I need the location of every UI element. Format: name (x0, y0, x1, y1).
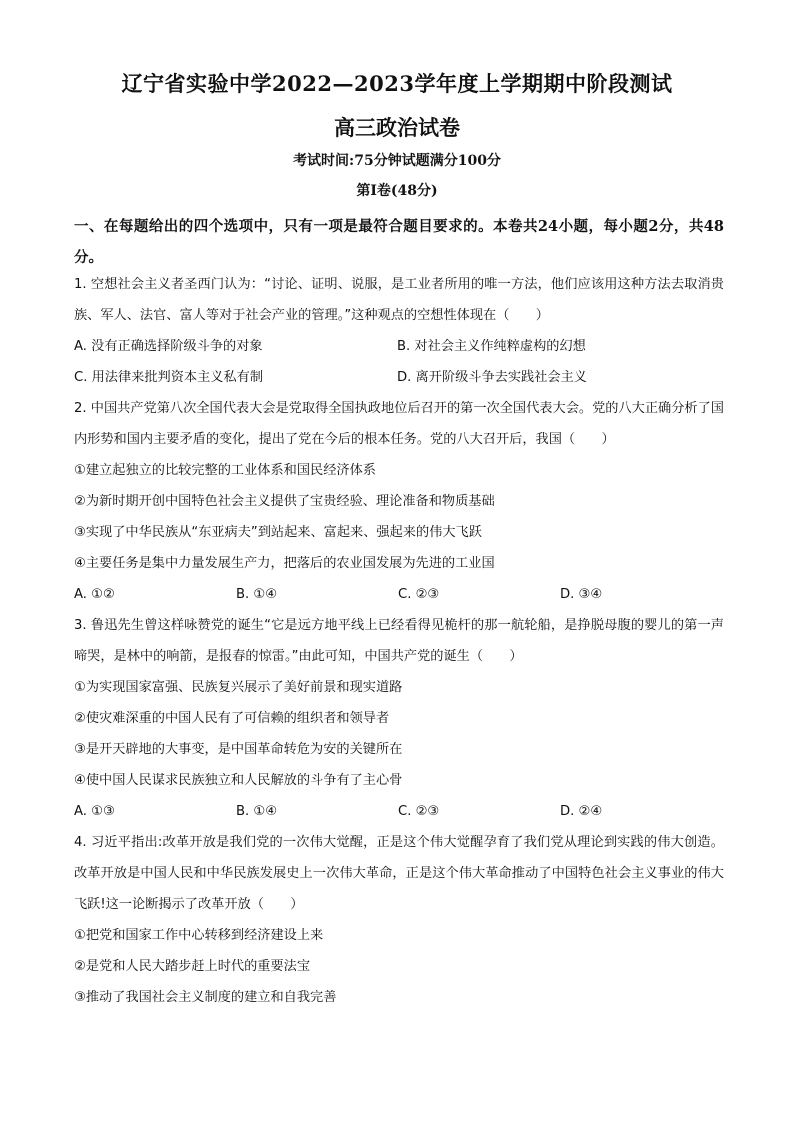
choice-d: D. ③④ (560, 587, 603, 602)
choice-row (74, 579, 724, 610)
statement-item: ①为实现国家富强、民族复兴展示了美好前景和现实道路 (74, 680, 403, 695)
choice-d: D. ②④ (560, 804, 603, 819)
statement-item: ②为新时期开创中国特色社会主义提供了宝贵经验、理论准备和物质基础 (74, 494, 495, 509)
statement-item: ③实现了中华民族从“东亚病夫”到站起来、富起来、强起来的伟大飞跃 (74, 525, 482, 540)
choice-a: A. ①② (74, 587, 115, 602)
question-stem: 1. 空想社会主义者圣西门认为：“讨论、证明、说服，是工业者所用的唯一方法，他们应该用这种方法去取消贵族、军人、法官、富人等对于社会产业的管理。”这种观点的空想性体现在（ ） (74, 277, 724, 323)
statement-item: ④使中国人民谋求民族独立和人民解放的斗争有了主心骨 (74, 773, 403, 788)
choice-row (74, 362, 724, 393)
question-3 (74, 610, 724, 827)
choice-row (74, 331, 724, 362)
question-2 (74, 393, 724, 610)
exam-subtitle: 高三政治试卷 (334, 115, 460, 140)
choice-row (74, 796, 724, 827)
choice-a: A. ①③ (74, 804, 115, 819)
choice-d: D. 离开阶级斗争去实践社会主义 (397, 370, 587, 385)
question-4 (74, 827, 724, 1013)
part-title: 第Ⅰ卷(48分) (356, 183, 438, 199)
question-stem: 3. 鲁迅先生曾这样咏赞党的诞生“它是远方地平线上已经看得见桅杆的那一航轮船，是挣脱母腹的婴儿的第一声啼哭，是林中的响箭，是报春的惊雷。”由此可知，中国共产党的诞生（ ） (74, 618, 724, 664)
question-stem: 2. 中国共产党第八次全国代表大会是党取得全国执政地位后召开的第一次全国代表大会。党的八大正确分析了国内形势和国内主要矛盾的变化，提出了党在今后的根本任务。党的八大召开后，我国（ ） (74, 401, 724, 447)
choice-c: C. 用法律来批判资本主义私有制 (74, 370, 264, 385)
question-1 (74, 269, 724, 393)
choice-b: B. 对社会主义作纯粹虚构的幻想 (397, 339, 586, 354)
statement-item: ①把党和国家工作中心转移到经济建设上来 (74, 928, 324, 943)
choice-b: B. ①④ (236, 804, 278, 819)
exam-info: 考试时间:75分钟试题满分100分 (293, 153, 501, 169)
exam-title: 辽宁省实验中学2022—2023学年度上学期期中阶段测试 (121, 71, 673, 96)
statement-item: ②使灾难深重的中国人民有了可信赖的组织者和领导者 (74, 711, 390, 726)
statement-item: ④主要任务是集中力量发展生产力，把落后的农业国发展为先进的工业国 (74, 556, 495, 571)
statement-item: ③是开天辟地的大事变，是中国革命转危为安的关键所在 (74, 742, 403, 757)
choice-a: A. 没有正确选择阶级斗争的对象 (74, 339, 263, 354)
choice-c: C. ②③ (398, 804, 440, 819)
statement-item: ①建立起独立的比较完整的工业体系和国民经济体系 (74, 463, 376, 478)
statement-item: ②是党和人民大踏步赶上时代的重要法宝 (74, 959, 311, 974)
section-instruction: 一、在每题给出的四个选项中，只有一项是最符合题目要求的。本卷共24小题，每小题2分，共48分。 (74, 218, 724, 266)
question-list (74, 269, 724, 1013)
choice-b: B. ①④ (236, 587, 278, 602)
choice-c: C. ②③ (398, 587, 440, 602)
question-stem: 4. 习近平指出:改革开放是我们党的一次伟大觉醒，正是这个伟大觉醒孕育了我们党从理论到实践的伟大创造。改革开放是中国人民和中华民族发展史上一次伟大革命，正是这个伟大革命推动了中国特色社会主义事业的伟大飞跃!这一论断揭示了改革开放（ ） (74, 835, 724, 912)
statement-item: ③推动了我国社会主义制度的建立和自我完善 (74, 990, 337, 1005)
